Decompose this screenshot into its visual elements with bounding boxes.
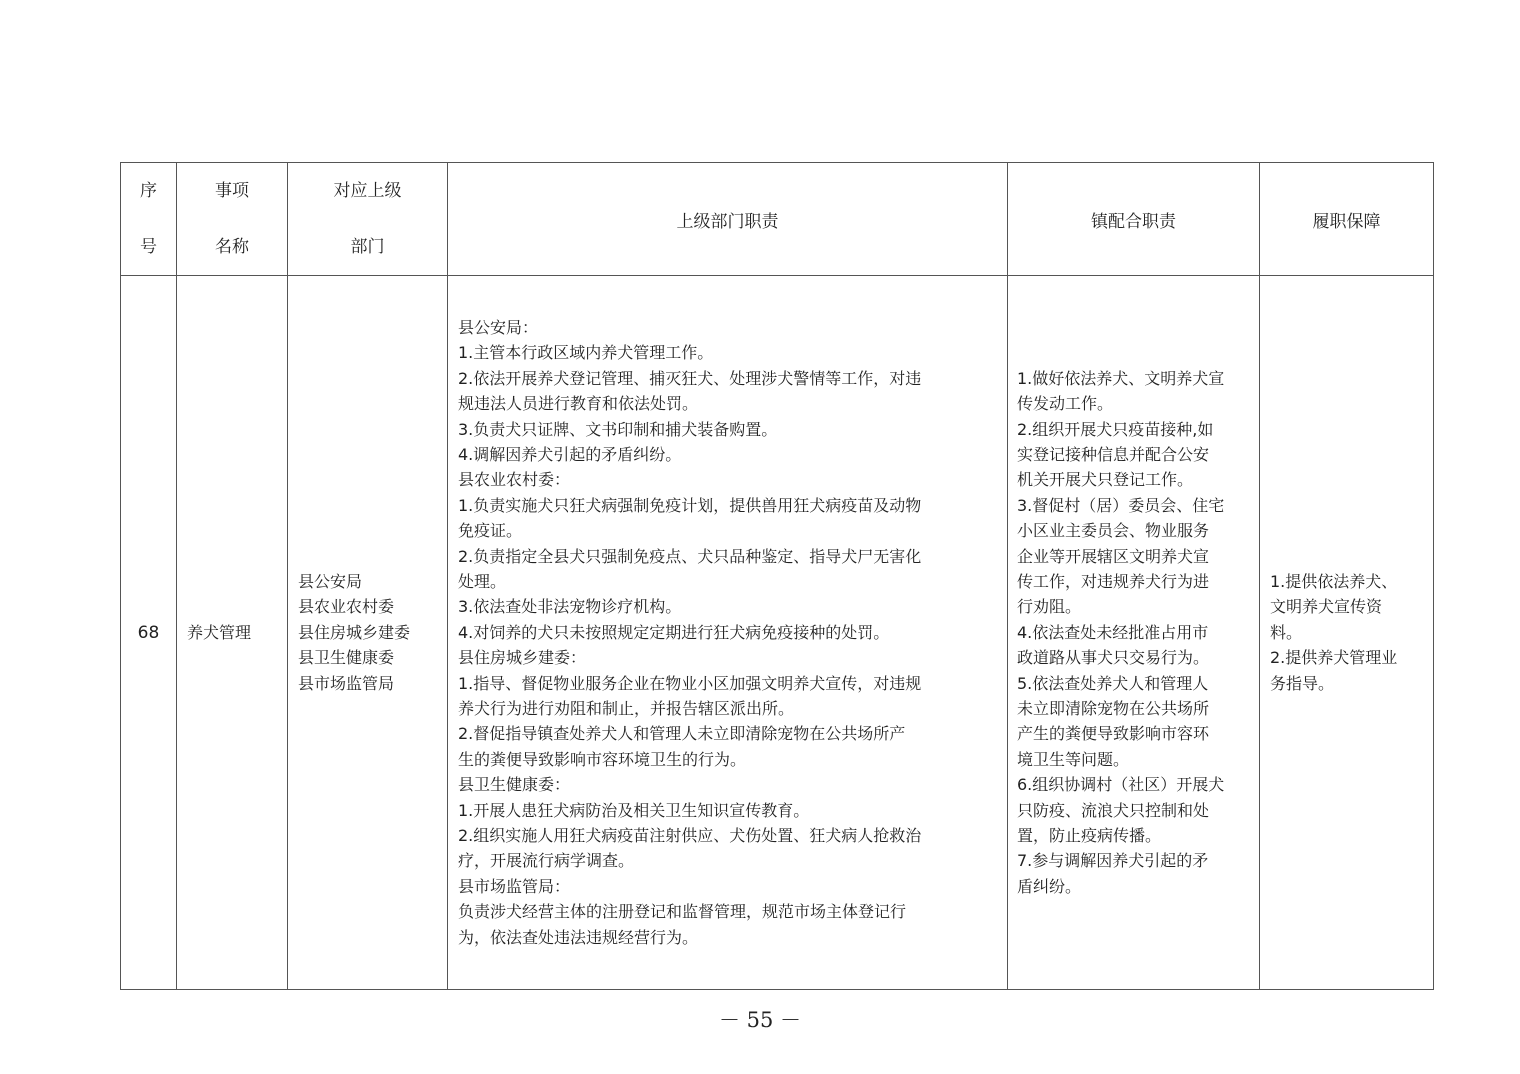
header-dept-line1: 对应上级	[333, 181, 402, 201]
row-dept-text: 县公安局 县农业农村委 县住房城乡建委 县卫生健康委 县市场监管局	[298, 571, 411, 693]
header-item	[177, 163, 288, 276]
header-no-line1: 序	[140, 181, 157, 201]
header-row	[121, 163, 1434, 276]
duty-table	[120, 162, 1434, 990]
header-no	[121, 163, 177, 276]
row-upper-duty	[448, 276, 1008, 990]
header-item-line2: 名称	[215, 237, 249, 257]
header-town-duty: 镇配合职责	[1008, 163, 1260, 276]
header-dept	[288, 163, 448, 276]
row-guarantee	[1260, 276, 1434, 990]
table-row	[121, 276, 1434, 990]
row-no: 68	[121, 276, 177, 990]
row-upper-duty-text: 县公安局： 1.主管本行政区域内养犬管理工作。 2.依法开展养犬登记管理、捕灭狂犬、处理涉犬警情等工作，对违 规违法人员进行教育和依法处罚。 3.负责犬只证牌、文书印制和捕犬装备购置。 4.调解因养犬引起的矛盾纠纷。 县农业农村委： 1.负责实施犬只狂犬病强制免疫计划，提供兽用狂犬病疫苗及动物 免疫证。 2.负责指定全县犬只强制免疫点、犬只品种鉴定、指导犬尸无害化 处理。 3.依法查处非法宠物诊疗机构。 4.对饲养的犬只未按照规定定期进行狂犬病免疫接种的处罚。 县住房城乡建委： 1.指导、督促物业服务企业在物业小区加强文明养犬宣传，对违规 养犬行为进行劝阻和制止，并报告辖区派出所。 2.督促指导镇查处养犬人和管理人未立即清除宠物在公共场所产 生的粪便导致影响市容环境卫生的行为。 县卫生健康委： 1.开展人患狂犬病防治及相关卫生知识宣传教育。 2.组织实施人用狂犬病疫苗注射供应、犬伤处置、狂犬病人抢救治 疗，开展流行病学调查。 县市场监管局： 负责涉犬经营主体的注册登记和监督管理，规范市场主体登记行 为，依法查处违法违规经营行为。	[458, 317, 922, 947]
page-number: － 55 －	[718, 1008, 802, 1032]
row-item	[177, 276, 288, 990]
header-no-line2: 号	[140, 237, 157, 257]
row-town-duty	[1008, 276, 1260, 990]
row-dept	[288, 276, 448, 990]
row-guarantee-text: 1.提供依法养犬、 文明养犬宣传资 料。 2.提供养犬管理业 务指导。	[1270, 571, 1398, 693]
row-item-text: 养犬管理	[187, 622, 252, 642]
header-guarantee: 履职保障	[1260, 163, 1434, 276]
header-item-line1: 事项	[215, 181, 249, 201]
row-town-duty-text: 1.做好依法养犬、文明养犬宣 传发动工作。 2.组织开展犬只疫苗接种,如 实登记接种信息并配合公安 机关开展犬只登记工作。 3.督促村（居）委员会、住宅 小区业主委员会、物业服务 企业等开展辖区文明养犬宣 传工作，对违规养犬行为进 行劝阻。 4.依法查处未经批准占用市 政道路从事犬只交易行为。 5.依法查处养犬人和管理人 未立即清除宠物在公共场所 产生的粪便导致影响市容环 境卫生等问题。 6.组织协调村（社区）开展犬 只防疫、流浪犬只控制和处 置，防止疫病传播。 7.参与调解因养犬引起的矛 盾纠纷。	[1017, 368, 1225, 896]
header-upper-duty: 上级部门职责	[448, 163, 1008, 276]
header-dept-line2: 部门	[350, 237, 385, 257]
